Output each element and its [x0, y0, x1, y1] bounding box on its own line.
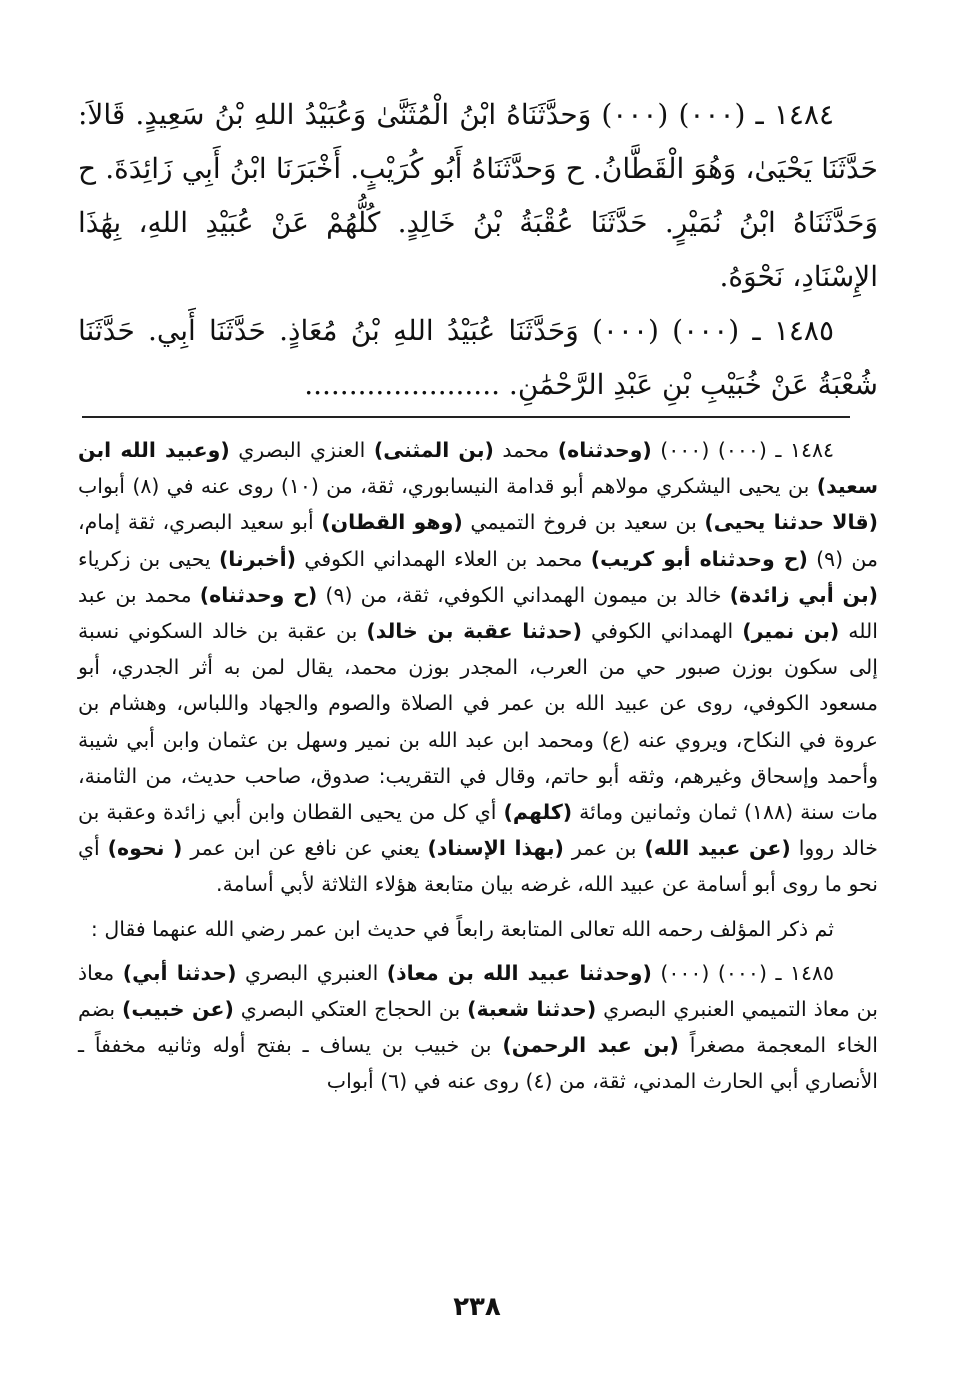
- commentary-text: محمد بن العلاء الهمداني الكوفي: [296, 546, 591, 571]
- commentary-block: [78, 432, 878, 1100]
- narrator-phrase: (وحدثناه): [557, 438, 652, 462]
- commentary-text: يعني عن نافع عن ابن عمر: [182, 836, 428, 861]
- commentary-text: العنبري البصري: [236, 960, 387, 985]
- commentary-text: محمد بن عبد الله: [78, 582, 878, 644]
- narrator-phrase: (بن عبد الرحمن): [502, 1033, 679, 1058]
- narrator-phrase: (وحدثنا عبيد الله بن معاذ): [386, 960, 652, 985]
- footnote-divider: [82, 416, 850, 418]
- commentary-text: بن الحجاج العتكي البصري: [233, 997, 468, 1022]
- commentary-text: العنزي البصري: [229, 438, 374, 462]
- commentary-text: يحيى بن زكرياء: [78, 546, 219, 571]
- commentary-text: محمد: [493, 438, 558, 462]
- narrator-phrase: (عن عبيد الله): [644, 836, 791, 861]
- narrator-phrase: (وعبيد الله ابن سعيد): [78, 438, 879, 499]
- page-number: ٢٣٨: [453, 1292, 501, 1322]
- narrator-phrase: (حدثنا شعبة): [467, 997, 597, 1022]
- commentary-text: ١٤٨٥ ـ (٠٠٠) (٠٠٠): [651, 960, 834, 985]
- narrator-phrase: (عن خبيب): [122, 997, 234, 1022]
- commentary-text: أي كل من يحيى القطان وابن أبي زائدة وعقبة بن خالد رووا: [78, 800, 878, 861]
- narrator-phrase: ( نحوه): [107, 836, 183, 861]
- narrator-phrase: (بن نمير): [742, 619, 840, 644]
- narrator-phrase: (أخبرنا): [218, 546, 296, 571]
- commentary-text: أبو سعيد البصري، ثقة إمام، من (٩): [78, 510, 879, 571]
- narrator-phrase: (بهذا الإسناد): [427, 836, 564, 861]
- commentary-text: بضم الخاء المعجمة مصغراً: [78, 997, 878, 1058]
- narrator-phrase: (كلهم): [503, 800, 573, 825]
- commentary-text: معاذ بن معاذ التميمي العنبري البصري: [78, 960, 878, 1022]
- narrator-phrase: (ح وحدثناه): [199, 582, 318, 607]
- hadith-text-block: [78, 88, 878, 412]
- commentary-1484: [78, 432, 878, 903]
- hadith-1484: ١٤٨٤ ـ (٠٠٠) (٠٠٠) وَحدَّثَنَاهُ ابْنُ الْمُثَنَّىٰ وَعُبَيْدُ اللهِ بْنُ سَعِيدٍ. قَالاَ: حَدَّثَنَا يَحْيَىٰ، وَهُوَ الْقَطَّانُ. ح وَحدَّثَنَاهُ أَبُو كُرَيْبٍ. أَخْبَرَنَا ابْنُ أَبِي زَائِدَةَ. ح وَحَدَّثَنَاهُ ابْنُ نُمَيْرٍ. حَدَّثَنَا عُقْبَةُ بْنُ خَالِدٍ. كُلُّهُمْ عَنْ عُبَيْدِ اللهِ، بِهَٰذَا الإِسْنَادِ، نَحْوَهُ.: [78, 98, 878, 293]
- narrator-phrase: (قالا حدثنا يحيى): [704, 510, 878, 535]
- narrator-phrase: (ح وحدثناه أبو كريب): [590, 546, 808, 571]
- commentary-1485: [78, 955, 878, 1100]
- commentary-text: الهمداني الكوفي: [582, 619, 743, 644]
- commentary-text: بن عقبة بن خالد السكوني نسبة إلى سكون بوزن صبور حي من العرب، المجدر بوزن محمد، يقال لمن به أثر الجدري، أبو مسعود الكوفي، روى عن عبيد الله بن عمر في الصلاة والصوم والجهاد واللباس، وهشام بن عروة في النكاح، ويروي عنه (ع) ومحمد ابن عبد الله بن نمير وسهل بن عثمان وابن أبي شيبة وأحمد وإسحاق وغيرهم، وثقه أبو حاتم، وقال في التقريب: صدوق، صاحب حديث، من الثامنة، مات سنة (١٨٨) ثمان وثمانين ومائة: [78, 619, 878, 825]
- commentary-text: بن خبيب بن يساف ـ بفتح أوله وثانيه مخففاً ـ الأنصاري أبي الحارث المدني، ثقة، من (٤) روى عنه في (٦) أبواب: [78, 1033, 878, 1094]
- narrator-phrase: (حدثنا أبي): [122, 960, 237, 985]
- narrator-phrase: (بن المثنى): [373, 438, 494, 462]
- narrator-phrase: (وهو القطان): [321, 510, 463, 535]
- narrator-phrase: (بن أبي زائدة): [729, 582, 879, 607]
- commentary-text: بن سعيد بن فروخ التميمي: [462, 510, 705, 535]
- commentary-text: خالد بن ميمون الهمداني الكوفي، ثقة، من (٩): [317, 582, 730, 607]
- narrator-phrase: (حدثنا عقبة بن خالد): [366, 619, 583, 644]
- commentary-text: أي نحو ما روى أبو أسامة عن عبيد الله، غرضه بيان متابعة هؤلاء الثلاثة لأبي أسامة.: [78, 836, 878, 897]
- hadith-1485: ١٤٨٥ ـ (٠٠٠) (٠٠٠) وَحَدَّثَنَا عُبَيْدُ اللهِ بْنُ مُعَاذٍ. حَدَّثَنَا أَبِي. حَدَّثَنَا شُعْبَةُ عَنْ خُبَيْبِ بْنِ عَبْدِ الرَّحْمَٰنِ. ......................: [78, 314, 878, 401]
- commentary-text: بن يحيى اليشكري مولاهم أبو قدامة النيسابوري، ثقة، من (١٠) روى عنه في (٨) أبواب: [78, 474, 817, 499]
- commentary-transition: ثم ذكر المؤلف رحمه الله تعالى المتابعة رابعاً في حديث ابن عمر رضي الله عنهما فقال :: [90, 916, 834, 941]
- commentary-text: بن عمر: [563, 836, 645, 861]
- commentary-text: ١٤٨٤ ـ (٠٠٠) (٠٠٠): [651, 438, 835, 462]
